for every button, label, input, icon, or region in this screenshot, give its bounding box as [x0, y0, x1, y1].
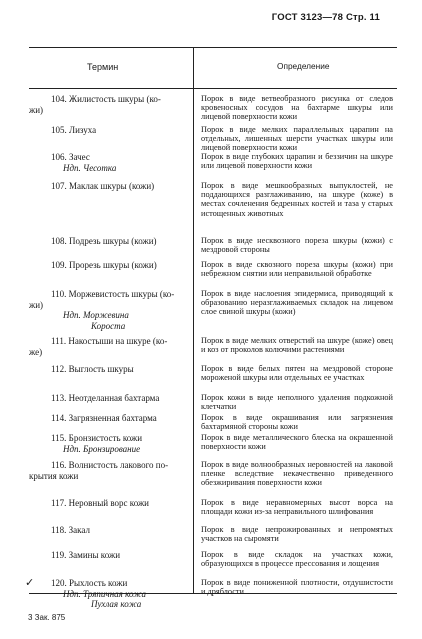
term-text: 116. Волнистость лакового по-	[51, 460, 169, 470]
term-cell	[29, 364, 189, 375]
definition-cell: Порок в виде окрашивания или загрязнения бахтармяной стороны кожи	[201, 413, 393, 432]
term-cell	[29, 460, 189, 481]
definition-cell: Порок в виде складок на участках кожи, образующихся в процессе прессования и лощения	[201, 550, 393, 569]
definition-cell: Порок в виде пониженной плотности, отдушистости и дряблости	[201, 578, 393, 597]
term-text: жи)	[29, 104, 44, 115]
term-cell	[29, 289, 189, 331]
term-text: крытия кожи	[29, 470, 79, 481]
term-cell	[29, 336, 189, 357]
deprecated-term: Пухлая кожа	[91, 599, 142, 609]
definition-cell: Порок в виде мешкообразных выпуклостей, не поддающихся разглаживанию, на шкуре (коже) в местах сочленения бедренных костей и таза у старых истощенных животных	[201, 181, 393, 218]
term-cell	[29, 550, 189, 561]
term-cell	[29, 413, 189, 424]
definition-cell: Порок в виде неравномерных высот ворса на площади кожи из-за неправильного шлифования	[201, 498, 393, 517]
term-text: же)	[29, 346, 43, 357]
term-cell	[29, 181, 189, 192]
column-header-definition: Определение	[277, 61, 330, 71]
terms-table	[25, 47, 397, 609]
term-cell	[29, 260, 189, 271]
term-cell	[29, 498, 189, 509]
body-column-divider	[193, 88, 194, 593]
term-text: 112. Выглость шкуры	[51, 364, 134, 374]
deprecated-term: Ндп. Бронзирование	[63, 443, 141, 454]
term-text: 108. Подрезь шкуры (кожи)	[51, 236, 157, 246]
term-cell	[29, 94, 189, 115]
term-text: 120. Рыхлость кожи	[51, 578, 128, 588]
term-cell	[29, 433, 189, 454]
term-text: 111. Накостыши на шкуре (ко-	[51, 336, 168, 346]
term-cell	[29, 152, 189, 173]
definition-cell: Порок в виде глубоких царапин и беззичин на шкуре или лицевой поверхности кожи	[201, 152, 393, 171]
term-text: 115. Бронзистость кожи	[51, 433, 143, 443]
term-cell	[29, 525, 189, 536]
definition-cell: Порок в виде белых пятен на мездровой стороне мороженой шкуры или отдельных ее участках	[201, 364, 393, 383]
term-text: 113. Неотделанная бахтарма	[51, 393, 160, 403]
column-header-row	[29, 48, 397, 89]
term-text: жи)	[29, 299, 44, 310]
page-footer: 3 Зак. 875	[28, 613, 66, 622]
term-text: 104. Жилистость шкуры (ко-	[51, 94, 161, 104]
check-mark-icon: ✓	[25, 577, 35, 589]
definition-cell: Порок в виде ветвеобразного рисунка от следов кровеносных сосудов на бахтарме шкуры или лицевой поверхности кожи	[201, 94, 393, 122]
term-text: 105. Лизуха	[51, 125, 97, 135]
deprecated-term: Ндп. Тряпичная кожа	[63, 588, 146, 599]
definition-cell: Порок в виде непрожированных и непромятых участков на сыромяти	[201, 525, 393, 544]
term-text: 109. Прорезь шкуры (кожи)	[51, 260, 157, 270]
definition-cell: Порок в виде сквозного пореза шкуры (кожи) при небрежном снятии или неправильной обработке	[201, 260, 393, 279]
definition-cell: Порок в виде мелких отверстий на шкуре (коже) овец и коз от проколов колючими растениями	[201, 336, 393, 355]
definition-cell: Порок в виде мелких параллельных царапин на отдельных, лишенных шерсти участках шкуры или лицевой поверхности кожи	[201, 125, 393, 153]
definition-cell: Порок в виде волнообразных неровностей на лаковой пленке вследствие некачественно приведенного обезжиривания поверхности кожи	[201, 460, 393, 488]
term-text: 106. Зачес	[51, 152, 90, 162]
term-text: 118. Закал	[51, 525, 90, 535]
term-cell	[29, 236, 189, 247]
term-text: 114. Загрязненная бахтарма	[51, 413, 157, 423]
term-cell	[29, 125, 189, 136]
deprecated-term: Ндп. Моржевина	[63, 310, 129, 320]
term-cell	[29, 393, 189, 404]
term-text: 107. Маклак шкуры (кожи)	[51, 181, 155, 191]
term-text: 117. Неровный ворс кожи	[51, 498, 149, 508]
page-header: ГОСТ 3123—78 Стр. 11	[271, 12, 380, 23]
term-cell	[29, 578, 189, 610]
term-text: 110. Моржевистость шкуры (ко-	[51, 289, 175, 299]
table-body	[25, 88, 397, 609]
term-text: 119. Замины кожи	[51, 550, 121, 560]
column-header-term: Термин	[87, 62, 119, 72]
definition-cell: Порок кожи в виде неполного удаления подкожной клетчатки	[201, 393, 393, 412]
definition-cell: Порок в виде наслоения эпидермиса, приводящий к образованию неразглаживаемых складок на лицевом слое свиной шкуры (кожи)	[201, 289, 393, 317]
deprecated-term: Короста	[91, 320, 126, 331]
definition-cell: Порок в виде металлического блеска на окрашенной поверхности кожи	[201, 433, 393, 452]
definition-cell: Порок в виде несквозного пореза шкуры (кожи) с мездровой стороны	[201, 236, 393, 255]
deprecated-term: Ндп. Чесотка	[63, 162, 117, 173]
